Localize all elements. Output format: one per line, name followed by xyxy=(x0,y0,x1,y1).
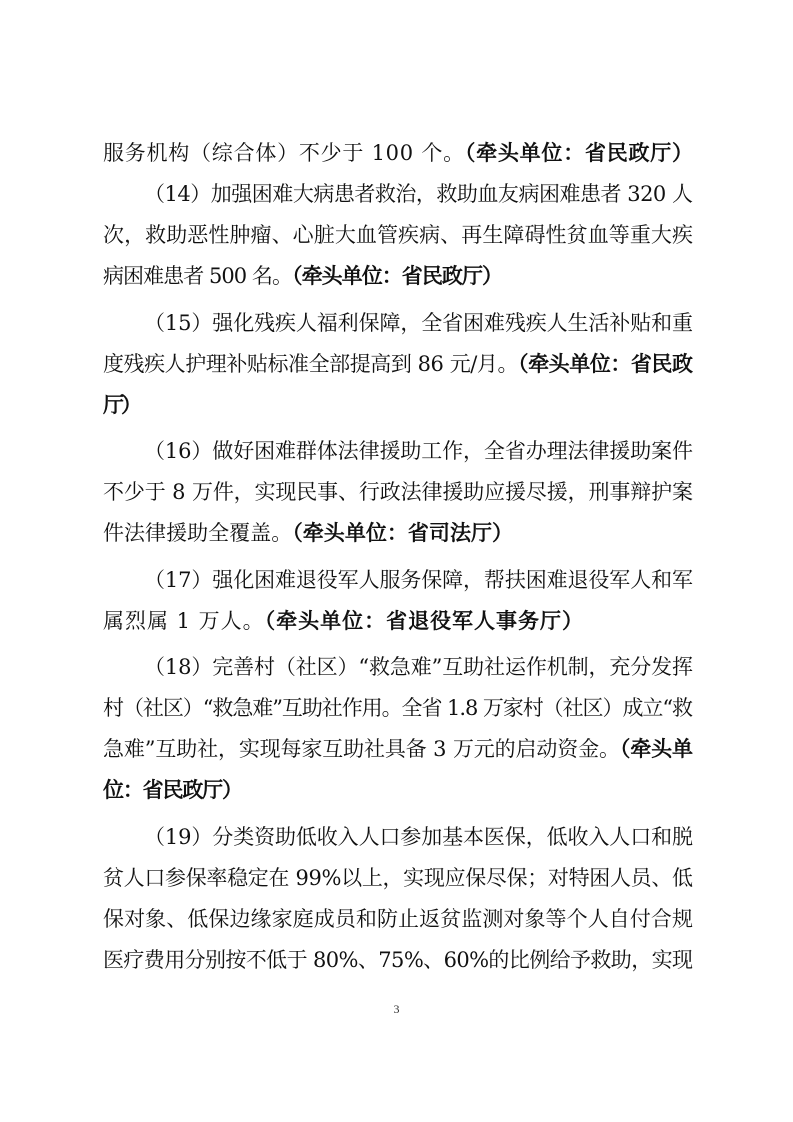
text-line xyxy=(0,727,793,771)
text-line xyxy=(0,856,793,900)
lead-unit-note: （牵头单位：省民政厅） xyxy=(464,140,694,165)
text-line xyxy=(0,131,793,175)
body-text: 件法律援助全覆盖。 xyxy=(103,521,293,545)
lead-unit-note: 厅） xyxy=(103,392,139,417)
line-content xyxy=(144,558,693,602)
page-number: 3 xyxy=(393,1002,400,1016)
line-content xyxy=(103,342,693,386)
text-line xyxy=(0,213,793,257)
line-content xyxy=(103,213,693,257)
text-line xyxy=(0,686,793,730)
line-content xyxy=(144,815,693,859)
line-content xyxy=(103,470,693,514)
body-text: 医疗费用分别按不低于 80%、75%、60%的比例给予救助，实现 xyxy=(103,948,693,972)
line-content xyxy=(103,254,502,298)
text-line xyxy=(0,897,793,941)
text-line xyxy=(0,768,793,812)
lead-unit-note: （牵头单 xyxy=(619,736,693,761)
text-line xyxy=(0,172,793,216)
text-line xyxy=(0,342,793,386)
line-content xyxy=(103,856,693,900)
line-content xyxy=(103,599,584,643)
line-content xyxy=(144,429,693,473)
body-text: 服务机构（综合体）不少于 100 个。 xyxy=(103,141,465,165)
lead-unit-note: 位：省民政厅） xyxy=(103,777,242,802)
body-text: （18）完善村（社区）“救急难”互助社运作机制，充分发挥 xyxy=(144,655,693,679)
body-text: 贫人口参保率稳定在 99%以上，实现应保尽保；对特困人员、低 xyxy=(103,866,693,890)
text-line xyxy=(0,301,793,345)
body-text: 病困难患者 500 名。 xyxy=(103,264,293,288)
body-text: 急难”互助社，实现每家互助社具备 3 万元的启动资金。 xyxy=(103,737,620,761)
lead-unit-note: （牵头单位：省退役军人事务厅） xyxy=(264,608,584,633)
line-content xyxy=(103,131,694,175)
body-text: （17）强化困难退役军人服务保障，帮扶困难退役军人和军 xyxy=(144,568,693,592)
text-line xyxy=(0,599,793,643)
text-line xyxy=(0,511,793,555)
text-line xyxy=(0,938,793,982)
text-line xyxy=(0,470,793,514)
line-content xyxy=(103,727,693,771)
text-line xyxy=(0,383,793,427)
body-text: 次，救助恶性肿瘤、心脏大血管疾病、再生障碍性贫血等重大疾 xyxy=(103,223,694,247)
line-content xyxy=(103,938,692,982)
line-content xyxy=(103,686,692,730)
body-text: 保对象、低保边缘家庭成员和防止返贫监测对象等个人自付合规 xyxy=(103,907,694,931)
body-text: （16）做好困难群体法律援助工作，全省办理法律援助案件 xyxy=(144,439,693,463)
line-content xyxy=(103,383,139,427)
body-text: （14）加强困难大病患者救治，救助血友病困难患者 320 人 xyxy=(144,182,693,206)
body-text: （15）强化残疾人福利保障，全省困难残疾人生活补贴和重 xyxy=(144,311,693,335)
body-text: 不少于 8 万件，实现民事、行政法律援助应援尽援，刑事辩护案 xyxy=(103,480,693,504)
body-text: （19）分类资助低收入人口参加基本医保，低收入人口和脱 xyxy=(144,825,693,849)
line-content xyxy=(103,768,242,812)
line-content xyxy=(144,172,693,216)
lead-unit-note: （牵头单位：省司法厅） xyxy=(292,520,514,545)
lead-unit-note: （牵头单位：省民政厅） xyxy=(292,263,503,288)
text-line xyxy=(0,429,793,473)
text-line xyxy=(0,645,793,689)
line-content xyxy=(103,511,513,555)
text-line xyxy=(0,815,793,859)
body-text: 村（社区）“救急难”互助社作用。全省 1.8 万家村（社区）成立“救 xyxy=(103,696,692,720)
body-text: 度残疾人护理补贴标准全部提高到 86 元/月。 xyxy=(103,352,519,376)
text-line xyxy=(0,558,793,602)
lead-unit-note: （牵头单位：省民政 xyxy=(518,351,693,376)
text-line xyxy=(0,254,793,298)
line-content xyxy=(144,645,693,689)
body-text: 属烈属 1 万人。 xyxy=(103,609,265,633)
line-content xyxy=(144,301,693,345)
line-content xyxy=(103,897,693,941)
